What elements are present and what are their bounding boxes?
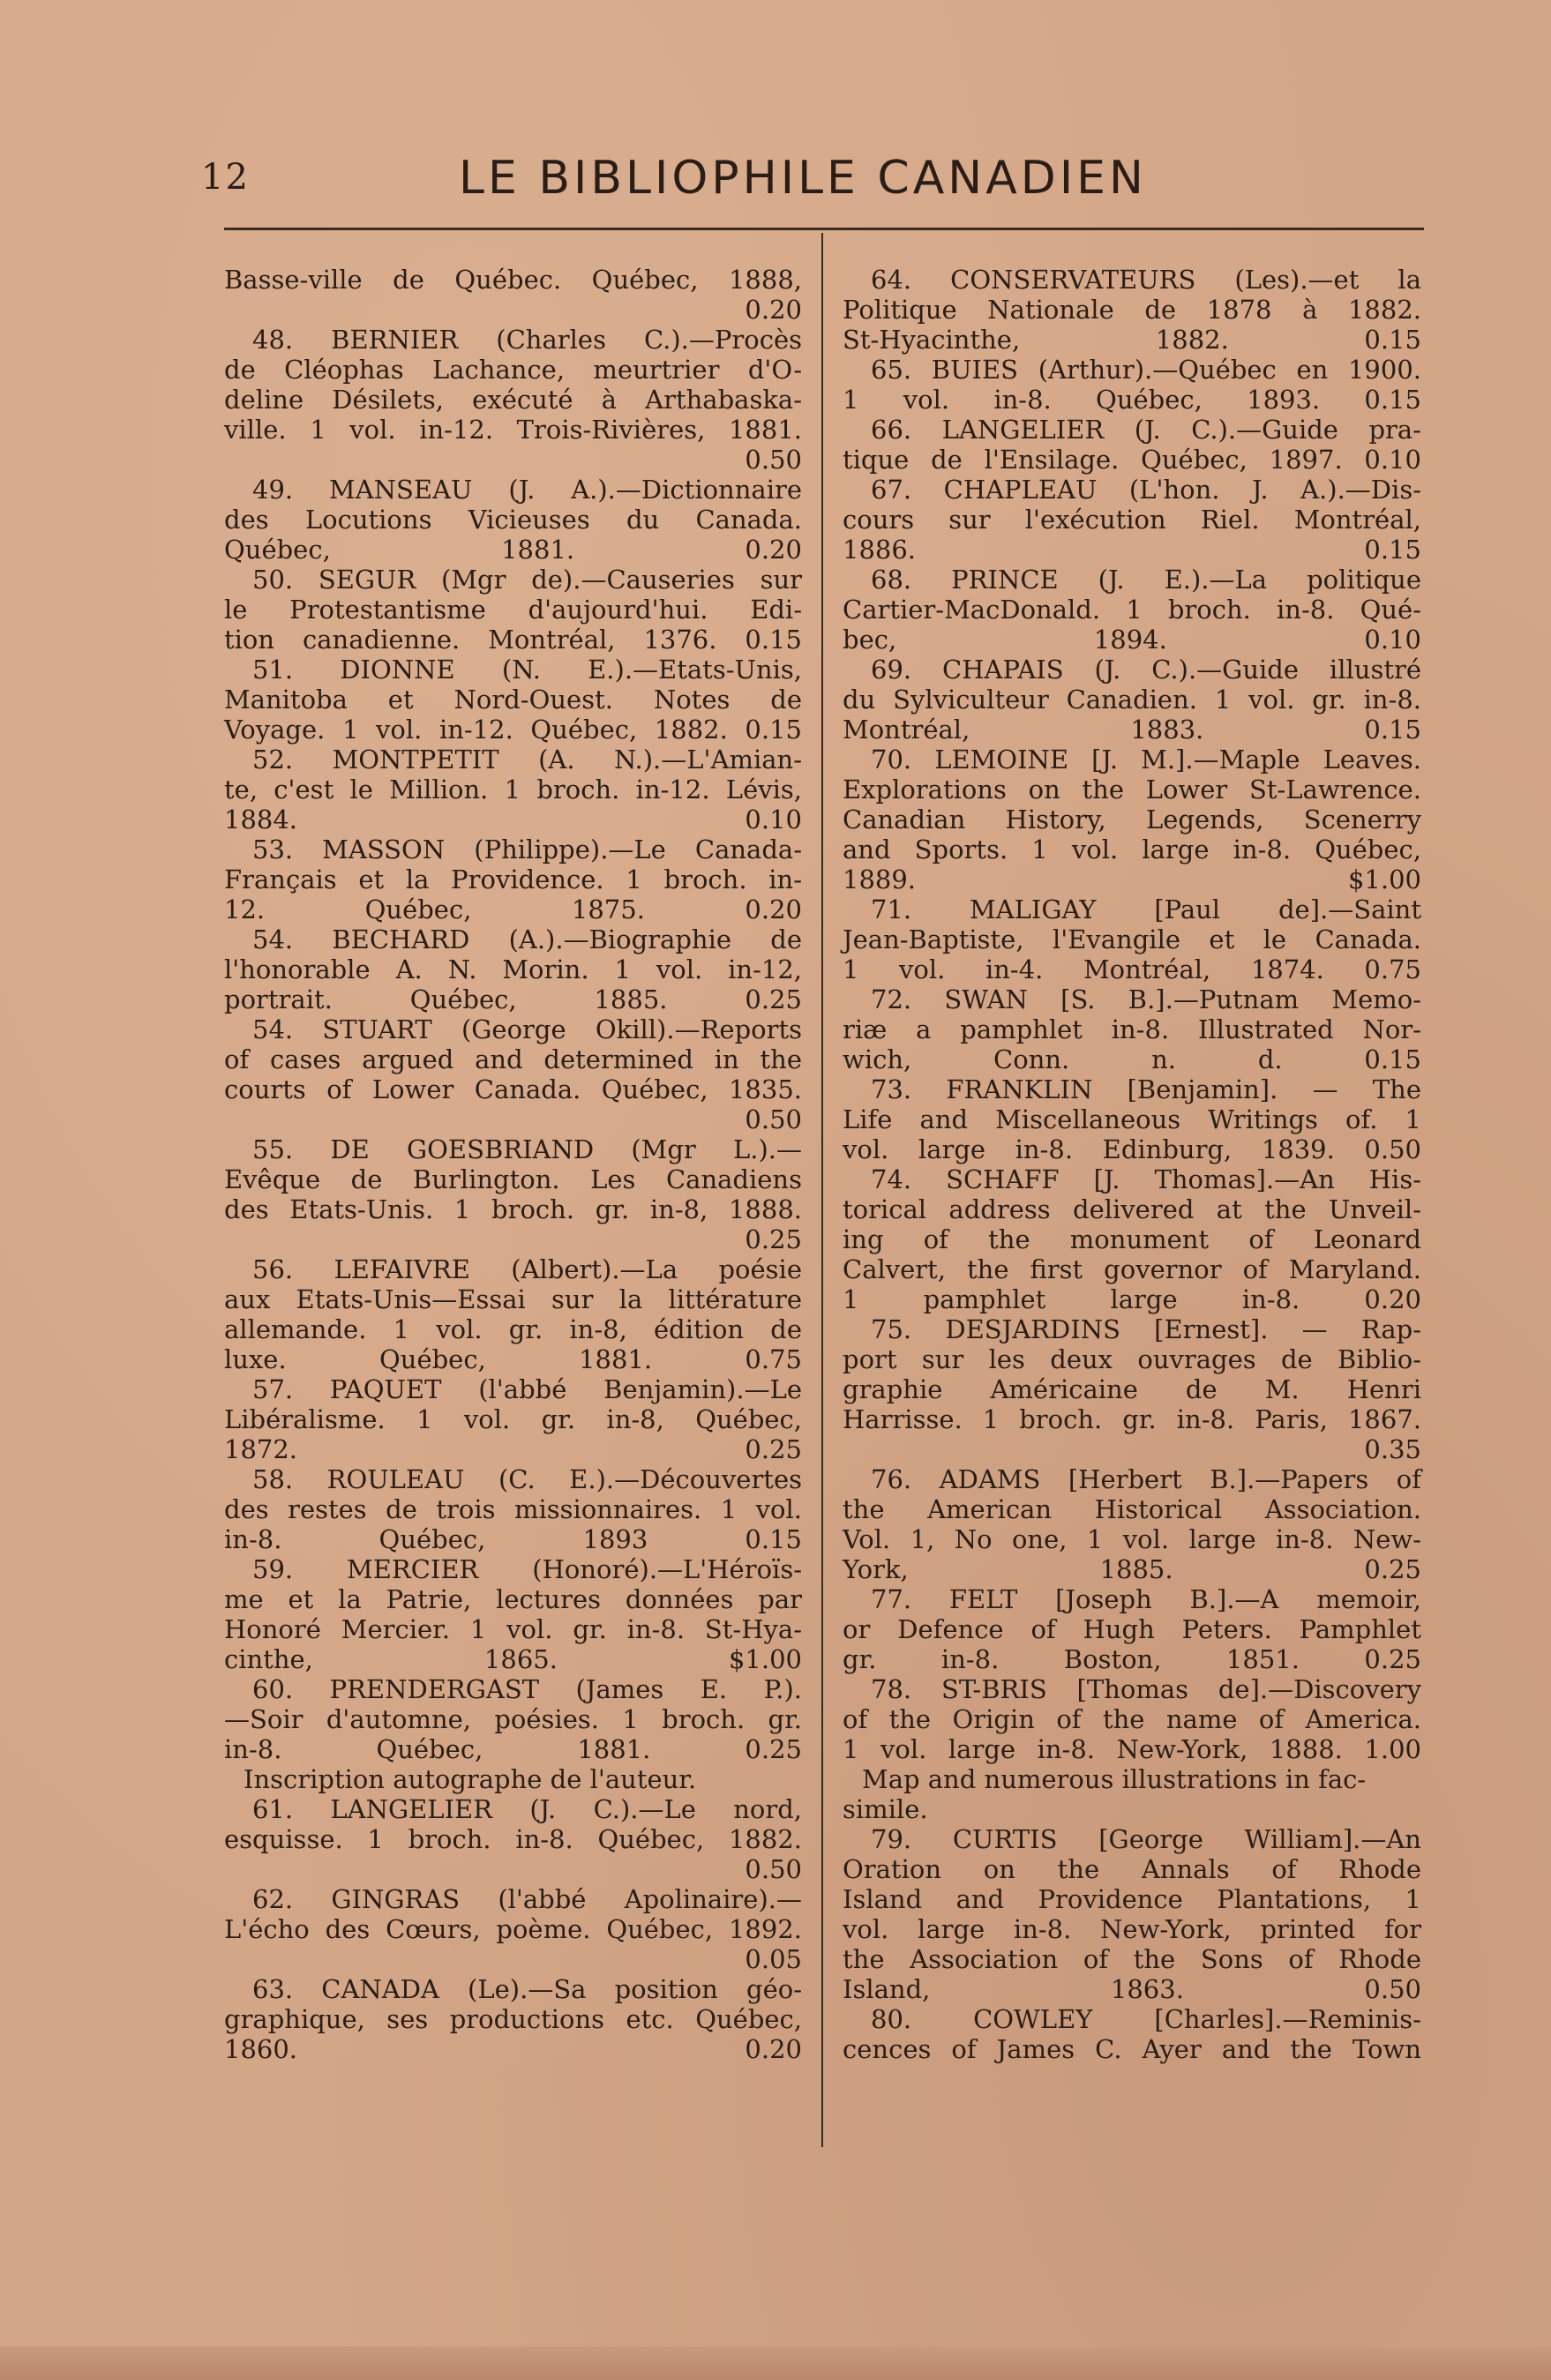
entry-line: 0.50	[745, 445, 802, 475]
catalogue-entry	[843, 1824, 1421, 2004]
entry-line: Life and Miscellaneous Writings of. 1	[843, 1104, 1421, 1134]
entry-line: deline Désilets, exécuté à Arthabaska-	[224, 385, 802, 415]
catalogue-entry	[843, 565, 1421, 655]
column-divider	[821, 233, 823, 2147]
entry-line: 0.25	[745, 1224, 802, 1254]
entry-line: Calvert, the first governor of Maryland.	[843, 1254, 1421, 1284]
catalogue-entry	[843, 1314, 1421, 1464]
entry-line: 49. MANSEAU (J. A.).—Dictionnaire	[252, 475, 802, 505]
entry-line: 57. PAQUET (l'abbé Benjamin).—Le	[252, 1374, 802, 1404]
entry-line: 1860. 0.20	[224, 2034, 802, 2064]
entry-line: 78. ST-BRIS [Thomas de].—Discovery	[871, 1674, 1421, 1704]
entry-line: Vol. 1, No one, 1 vol. large in-8. New-	[843, 1524, 1421, 1554]
entry-line: 59. MERCIER (Honoré).—L'Héroïs-	[252, 1554, 802, 1584]
entry-line: 61. LANGELIER (J. C.).—Le nord,	[252, 1794, 802, 1824]
entry-line: 62. GINGRAS (l'abbé Apolinaire).—	[252, 1884, 802, 1914]
catalogue-entry	[224, 1134, 802, 1254]
entry-line: the American Historical Association.	[843, 1494, 1421, 1524]
entry-line: Island, 1863. 0.50	[843, 1974, 1421, 2004]
catalogue-entry	[224, 1974, 802, 2064]
catalogue-entry	[843, 984, 1421, 1074]
entry-line: port sur les deux ouvrages de Biblio-	[843, 1344, 1421, 1374]
entry-line: du Sylviculteur Canadien. 1 vol. gr. in-8.	[843, 685, 1421, 715]
entry-line: 79. CURTIS [George William].—An	[871, 1824, 1421, 1854]
entry-line: 68. PRINCE (J. E.).—La politique	[871, 565, 1421, 595]
entry-line: 74. SCHAFF [J. Thomas].—An His-	[871, 1164, 1421, 1194]
catalogue-entry	[224, 834, 802, 924]
entry-line: of cases argued and determined in the	[224, 1044, 802, 1074]
catalogue-entry	[843, 1584, 1421, 1674]
entry-line: 73. FRANKLIN [Benjamin]. — The	[871, 1074, 1421, 1104]
entry-line: aux Etats-Unis—Essai sur la littérature	[224, 1284, 802, 1314]
entry-line: des Locutions Vicieuses du Canada.	[224, 505, 802, 535]
catalogue-entry	[224, 924, 802, 1014]
entry-line: 54. BECHARD (A.).—Biographie de	[252, 924, 802, 954]
entry-line: 48. BERNIER (Charles C.).—Procès	[252, 325, 802, 355]
entry-line: L'écho des Cœurs, poème. Québec, 1892.	[224, 1914, 802, 1944]
entry-line: in-8. Québec, 1881. 0.25	[224, 1734, 802, 1764]
entry-line: graphie Américaine de M. Henri	[843, 1374, 1421, 1404]
entry-line: Map and numerous illustrations in fac-	[862, 1764, 1367, 1794]
entry-line: 1 vol. in-8. Québec, 1893. 0.15	[843, 385, 1421, 415]
entry-line: Canadian History, Legends, Scenerry	[843, 805, 1421, 834]
page-number: 12	[201, 157, 250, 198]
page-bottom-edge	[0, 2346, 1551, 2380]
catalogue-entry	[843, 1164, 1421, 1314]
catalogue-entry	[843, 475, 1421, 565]
entry-line: tique de l'Ensilage. Québec, 1897. 0.10	[843, 445, 1421, 475]
entry-line: 76. ADAMS [Herbert B.].—Papers of	[871, 1464, 1421, 1494]
entry-line: 1889. $1.00	[843, 864, 1421, 894]
entry-line: 65. BUIES (Arthur).—Québec en 1900.	[871, 355, 1421, 385]
catalogue-entry	[224, 1014, 802, 1134]
entry-line: courts of Lower Canada. Québec, 1835.	[224, 1074, 802, 1104]
header-rule	[224, 228, 1424, 230]
entry-line: 69. CHAPAIS (J. C.).—Guide illustré	[871, 655, 1421, 685]
catalogue-entry	[843, 655, 1421, 745]
entry-line: or Defence of Hugh Peters. Pamphlet	[843, 1614, 1421, 1644]
entry-line: of the Origin of the name of America.	[843, 1704, 1421, 1734]
entry-line: 67. CHAPLEAU (L'hon. J. A.).—Dis-	[871, 475, 1421, 505]
catalogue-entry	[843, 265, 1421, 355]
catalogue-entry	[224, 1254, 802, 1374]
entry-line: York, 1885. 0.25	[843, 1554, 1421, 1584]
entry-line: esquisse. 1 broch. in-8. Québec, 1882.	[224, 1824, 802, 1854]
entry-line: gr. in-8. Boston, 1851. 0.25	[843, 1644, 1421, 1674]
entry-line: 54. STUART (George Okill).—Reports	[252, 1014, 802, 1044]
entry-line: 1 vol. in-4. Montréal, 1874. 0.75	[843, 954, 1421, 984]
entry-line: 1872. 0.25	[224, 1434, 802, 1464]
entry-line: Inscription autographe de l'auteur.	[244, 1764, 697, 1794]
catalogue-entry	[224, 1464, 802, 1554]
entry-line: Libéralisme. 1 vol. gr. in-8, Québec,	[224, 1404, 802, 1434]
entry-line: vol. large in-8. Edinburg, 1839. 0.50	[843, 1134, 1421, 1164]
entry-line: 66. LANGELIER (J. C.).—Guide pra-	[871, 415, 1421, 445]
entry-line: luxe. Québec, 1881. 0.75	[224, 1344, 802, 1374]
catalogue-entry	[224, 265, 802, 325]
entry-line: 0.50	[745, 1104, 802, 1134]
entry-line: graphique, ses productions etc. Québec,	[224, 2004, 802, 2034]
entry-line: allemande. 1 vol. gr. in-8, édition de	[224, 1314, 802, 1344]
entry-line: le Protestantisme d'aujourd'hui. Edi-	[224, 595, 802, 625]
entry-line: des Etats-Unis. 1 broch. gr. in-8, 1888.	[224, 1194, 802, 1224]
entry-line: 0.50	[745, 1854, 802, 1884]
entry-line: 1 vol. large in-8. New-York, 1888. 1.00	[843, 1734, 1421, 1764]
catalogue-entry	[843, 745, 1421, 894]
entry-line: the Association of the Sons of Rhode	[843, 1944, 1421, 1974]
entry-line: Québec, 1881. 0.20	[224, 535, 802, 565]
left-column	[224, 265, 802, 2064]
entry-line: Cartier-MacDonald. 1 broch. in-8. Qué-	[843, 595, 1421, 625]
catalogue-entry	[224, 475, 802, 565]
entry-line: Voyage. 1 vol. in-12. Québec, 1882. 0.15	[224, 715, 802, 745]
entry-line: 72. SWAN [S. B.].—Putnam Memo-	[871, 984, 1421, 1014]
entry-line: Explorations on the Lower St-Lawrence.	[843, 775, 1421, 805]
entry-line: 60. PRENDERGAST (James E. P.).	[252, 1674, 802, 1704]
entry-line: vol. large in-8. New-York, printed for	[843, 1914, 1421, 1944]
catalogue-entry	[843, 1074, 1421, 1164]
right-column	[843, 265, 1421, 2064]
catalogue-entry	[224, 1374, 802, 1464]
entry-line: 53. MASSON (Philippe).—Le Canada-	[252, 834, 802, 864]
entry-line: 58. ROULEAU (C. E.).—Découvertes	[252, 1464, 802, 1494]
entry-line: —Soir d'automne, poésies. 1 broch. gr.	[224, 1704, 802, 1734]
entry-line: 1884. 0.10	[224, 805, 802, 834]
catalogue-entry	[224, 1674, 802, 1794]
catalogue-entry	[843, 415, 1421, 475]
entry-line: 12. Québec, 1875. 0.20	[224, 894, 802, 924]
entry-line: Evêque de Burlington. Les Canadiens	[224, 1164, 802, 1194]
entry-line: Jean-Baptiste, l'Evangile et le Canada.	[843, 924, 1421, 954]
entry-line: 1886. 0.15	[843, 535, 1421, 565]
catalogue-entry	[224, 1884, 802, 1974]
entry-line: 55. DE GOESBRIAND (Mgr L.).—	[252, 1134, 802, 1164]
entry-line: cinthe, 1865. $1.00	[224, 1644, 802, 1674]
entry-line: 71. MALIGAY [Paul de].—Saint	[871, 894, 1421, 924]
entry-line: me et la Patrie, lectures données par	[224, 1584, 802, 1614]
catalogue-entry	[224, 745, 802, 834]
entry-line: Politique Nationale de 1878 à 1882.	[843, 295, 1421, 325]
entry-line: Montréal, 1883. 0.15	[843, 715, 1421, 745]
entry-line: 0.35	[1364, 1434, 1421, 1464]
catalogue-entry	[843, 1464, 1421, 1584]
entry-line: in-8. Québec, 1893 0.15	[224, 1524, 802, 1554]
entry-line: wich, Conn. n. d. 0.15	[843, 1044, 1421, 1074]
entry-line: 80. COWLEY [Charles].—Reminis-	[871, 2004, 1421, 2034]
entry-line: tion canadienne. Montréal, 1376. 0.15	[224, 625, 802, 655]
entry-line: bec, 1894. 0.10	[843, 625, 1421, 655]
entry-line: and Sports. 1 vol. large in-8. Québec,	[843, 834, 1421, 864]
entry-line: 0.05	[745, 1944, 802, 1974]
catalogue-entry	[843, 2004, 1421, 2064]
catalogue-entry	[224, 1794, 802, 1884]
entry-line: des restes de trois missionnaires. 1 vol.	[224, 1494, 802, 1524]
entry-line: riæ a pamphlet in-8. Illustrated Nor-	[843, 1014, 1421, 1044]
catalogue-entry	[224, 565, 802, 655]
entry-line: cours sur l'exécution Riel. Montréal,	[843, 505, 1421, 535]
entry-line: 64. CONSERVATEURS (Les).—et la	[871, 265, 1421, 295]
entry-line: ing of the monument of Leonard	[843, 1224, 1421, 1254]
entry-line: simile.	[843, 1794, 928, 1824]
entry-line: Harrisse. 1 broch. gr. in-8. Paris, 1867.	[843, 1404, 1421, 1434]
entry-line: Français et la Providence. 1 broch. in-	[224, 864, 802, 894]
entry-line: Oration on the Annals of Rhode	[843, 1854, 1421, 1884]
entry-line: 63. CANADA (Le).—Sa position géo-	[252, 1974, 802, 2004]
entry-line: Basse-ville de Québec. Québec, 1888,	[224, 265, 802, 295]
entry-line: torical address delivered at the Unveil-	[843, 1194, 1421, 1224]
entry-line: ville. 1 vol. in-12. Trois-Rivières, 1881.	[224, 415, 802, 445]
entry-line: 70. LEMOINE [J. M.].—Maple Leaves.	[871, 745, 1421, 775]
entry-line: 75. DESJARDINS [Ernest]. — Rap-	[871, 1314, 1421, 1344]
entry-line: l'honorable A. N. Morin. 1 vol. in-12,	[224, 954, 802, 984]
entry-line: 0.20	[745, 295, 802, 325]
entry-line: 52. MONTPETIT (A. N.).—L'Amian-	[252, 745, 802, 775]
catalogue-entry	[843, 355, 1421, 415]
entry-line: te, c'est le Million. 1 broch. in-12. Lévis,	[224, 775, 802, 805]
entry-line: 51. DIONNE (N. E.).—Etats-Unis,	[252, 655, 802, 685]
entry-line: Island and Providence Plantations, 1	[843, 1884, 1421, 1914]
catalogue-entry	[843, 894, 1421, 984]
entry-line: 1 pamphlet large in-8. 0.20	[843, 1284, 1421, 1314]
entry-line: 56. LEFAIVRE (Albert).—La poésie	[252, 1254, 802, 1284]
catalogue-entry	[224, 325, 802, 475]
entry-line: Manitoba et Nord-Ouest. Notes de	[224, 685, 802, 715]
catalogue-entry	[843, 1674, 1421, 1824]
entry-line: de Cléophas Lachance, meurtrier d'O-	[224, 355, 802, 385]
catalogue-entry	[224, 655, 802, 745]
catalogue-entry	[224, 1554, 802, 1674]
entry-line: cences of James C. Ayer and the Town	[843, 2034, 1421, 2064]
entry-line: 50. SEGUR (Mgr de).—Causeries sur	[252, 565, 802, 595]
entry-line: 77. FELT [Joseph B.].—A memoir,	[871, 1584, 1421, 1614]
entry-line: portrait. Québec, 1885. 0.25	[224, 984, 802, 1014]
entry-line: St-Hyacinthe, 1882. 0.15	[843, 325, 1421, 355]
running-title: LE BIBLIOPHILE CANADIEN	[459, 152, 1147, 205]
entry-line: Honoré Mercier. 1 vol. gr. in-8. St-Hya-	[224, 1614, 802, 1644]
